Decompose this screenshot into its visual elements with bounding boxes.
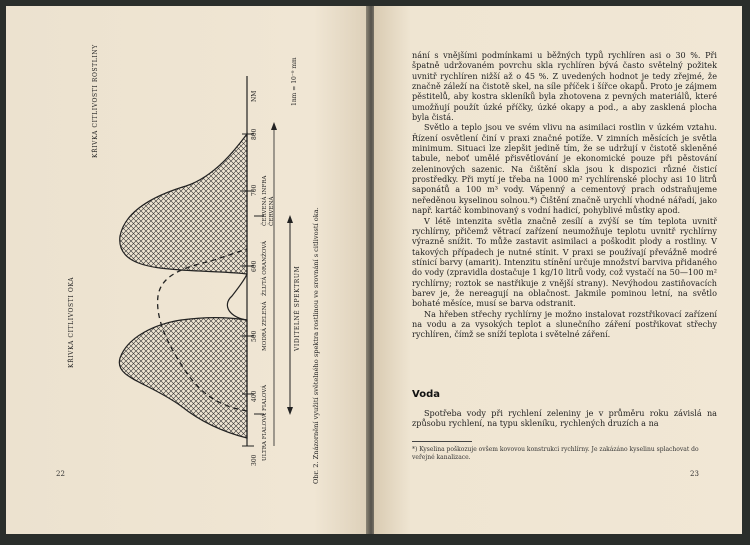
left-page [6,6,368,534]
tick-label-500: 500 [251,330,258,342]
right-page [374,6,742,534]
band-yellow-orange: ŽLUTÁ ORANŽOVÁ [262,240,268,296]
eye-curve-label: KŘIVKA CITLIVOSTI OKA [68,276,75,368]
unit-label: 1nm = 10⁻⁹ mm [291,57,298,106]
footnote-rule [412,441,472,442]
visible-spectrum-arrow [287,215,293,415]
paragraph: Světlo a teplo jsou ve svém vlivu na asimilaci rostlin v úzkém vztahu. Řízení osvětlení činí v praxi značné potíže. V zimních měsících je světla minimum. Situaci lze zlepšit jedině tím, že se udržují v čistotě skleněné tabule, neboť umělé přisvětlování je ekonomické pouze při pěstování zeleninových sazenic. Na čištění skla jsou k dispozici různé čisticí prostředky. Při mytí je třeba na 1000 m² rychlírenské plochy asi 10 litrů saponátů a 100 m³ vody. Vápenný a cementový prach odstraňujeme neředěnou kyselinou solnou.*) Čištění značně urychlí vhodné nářadí, jako např. kartáč kombinovaný s vodní hadicí, pohyblivé můstky apod. [412,122,717,216]
visible-spectrum-label: VIDITELNÉ SPEKTRUM [294,265,301,351]
plant-curve-peak-1 [119,318,247,438]
tick-label-300: 300 [251,454,258,466]
footnote: *) Kyselina poškozuje ovšem kovovou konstrukci rychlírny. Je zakázáno kyselinu splachovat do veřejné kanalizace. [412,446,699,461]
paragraph: Na hřeben střechy rychlírny je možno instalovat rozstřikovací zařízení na vodu a za vysokých teplot a slunečního záření postřikovat střechy rychlíren, čímž se sníží teplota i světelné záření. [412,308,717,340]
sensitivity-curves [119,134,247,438]
paragraph: V létě intenzita světla značně zesílí a zvýší se tím teplota uvnitř rychlírny, přičemž větrací zařízení neumožňuje teplotu uvnitř rychlírny výrazně snížit. To může zastavit asimilaci a poškodit plody a rostliny. V takových případech je nutné stínit. V praxi se používají převážně modré stínicí barvy (amarit). Intenzitu stínění určuje množství barviva přidaného do vody (zpravidla dostačuje 1 kg/10 litrů vody, což vystačí na 50—100 m² rychlírny; roztok se nastřikuje z vnější strany). Nevýhodou zastiňovacích barev je, že nereagují na oblačnost. Jakmile pominou letní, na světlo bohaté měsíce, musí se barva odstranit. [412,215,717,309]
page-number-left: 22 [56,470,65,478]
plant-curve-label: KŘIVKA CITLIVOSTI ROSTLINY [92,44,99,158]
tick-label-800: 800 [251,128,258,140]
paragraph: Spotřeba vody při rychlení zeleniny je v průměru roku závislá na způsobu rychlení, na typu skleníku, rychlených druzích a na [412,408,717,429]
band-blue-green: MODRÁ ZELENÁ [262,301,268,351]
page-number-right: 23 [690,470,699,478]
section-heading: Voda [412,389,440,400]
axis-end-label: NM [251,90,258,102]
band-ultraviolet: ULTRA FIALOVÁ [262,413,268,461]
band-red-infrared: ČERVENÁ INFRA ČERVENÁ [262,175,275,226]
plant-curve-peak-2 [120,134,247,274]
voda-text [412,408,717,429]
tick-label-400: 400 [251,390,258,402]
main-text [412,50,717,340]
plant-curve-valley [227,274,247,320]
paragraph: nání s vnějšími podmínkami u běžných typů rychlíren asi o 30 %. Při špatně udržovaném povrchu skla rychlíren bývá často světelný požitek uvnitř rychlíren nižší až o 45 %. Z uvedených hodnot je tedy zřejmé, že značně záleží na čistotě skel, na síle příček i šířce okapů. Proto je zájmem pěstitelů, aby kostra skleníků byla zhotovena z pevných materiálů, které umožňují použít úzké příčky, úzké okapy a pod., a aby zasklená plocha byla čistá. [412,50,717,123]
tick-label-600: 600 [251,260,258,272]
tick-label-700: 700 [251,184,258,196]
band-violet: FIALOVÁ [262,384,268,411]
figure-caption: Obr. 2. Znázornění využití světelného spektra rostlinou ve srovnání s citlivostí oka. [312,207,320,484]
